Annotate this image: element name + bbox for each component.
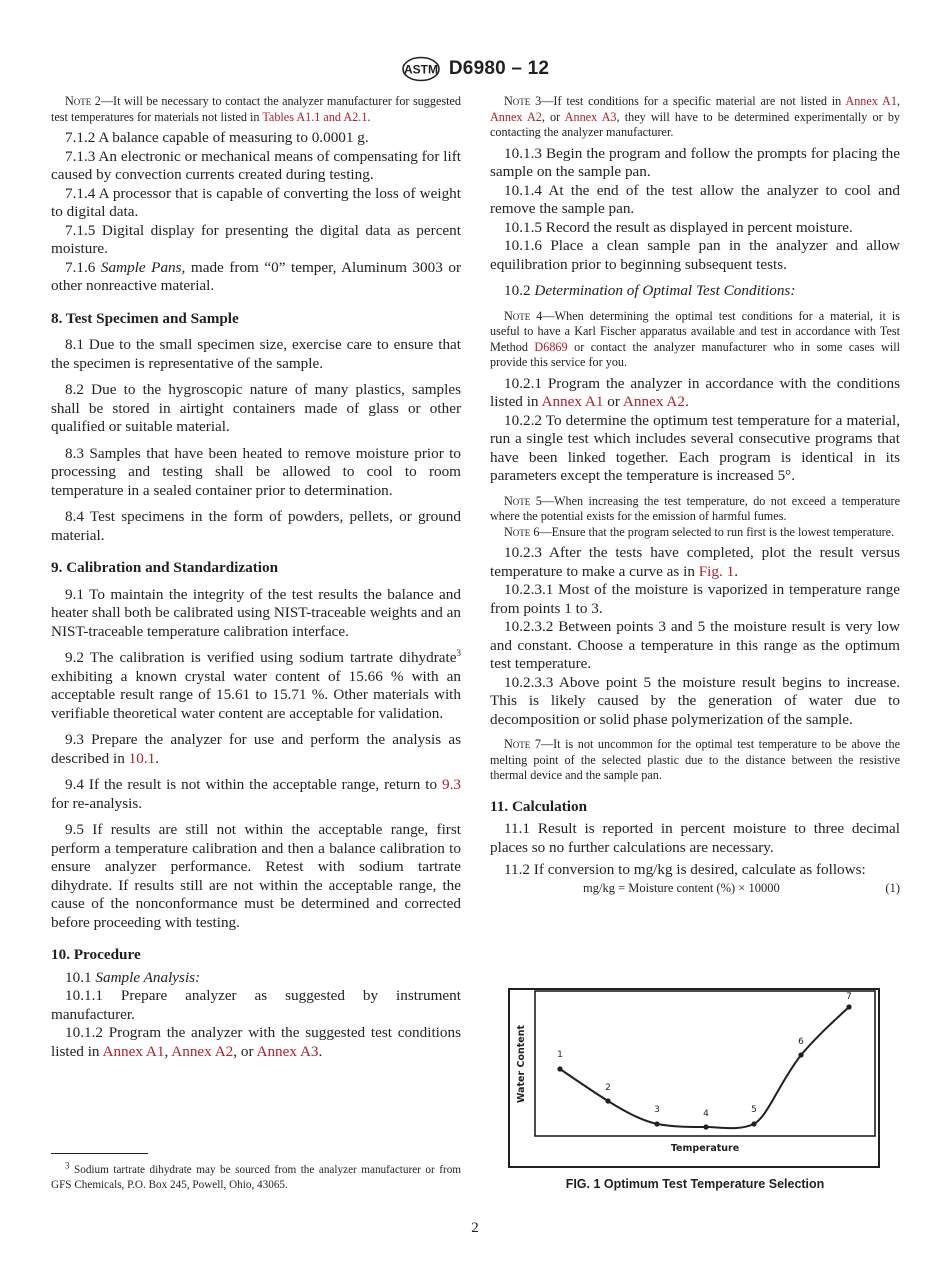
- para-8-1: 8.1 Due to the small specimen size, exercise care to ensure that the specimen is representative of the sample.: [51, 336, 461, 372]
- section-9-3-link[interactable]: 9.3: [442, 776, 461, 793]
- note-5: Note 5—When increasing the test temperature, do not exceed a temperature where the potential exists for the emission of harmful fumes.: [490, 493, 900, 523]
- annex-a2-link[interactable]: Annex A2: [171, 1042, 234, 1060]
- note-label: Note 2: [65, 94, 101, 108]
- figure-caption: FIG. 1 Optimum Test Temperature Selection: [565, 1177, 825, 1191]
- para-8-3: 8.3 Samples that have been heated to remove moisture prior to processing and testing shall be allowed to cool to room temperature in a sealed container prior to determination.: [51, 444, 461, 499]
- section-10-heading: 10. Procedure: [51, 946, 141, 963]
- svg-text:3: 3: [654, 1105, 660, 1115]
- figure-1: [508, 988, 880, 1168]
- fig-1-link[interactable]: Fig. 1: [698, 562, 735, 580]
- annex-a2-link[interactable]: Annex A2: [622, 393, 685, 410]
- note-3: Note 3—If test conditions for a specific material are not listed in Annex A1, Annex A2, or Annex A3, they will have to be determined experimentally or by contacting the analyzer manufacturer.: [490, 94, 901, 139]
- para-10-2-3: 10.2.3 After the tests have completed, plot the result versus temperature to make a curve as in Fig. 1.: [490, 544, 900, 580]
- page-number: 2: [471, 1220, 479, 1236]
- para-7-1-2: 7.1.2 A balance capable of measuring to 0.0001 g.: [65, 129, 369, 146]
- para-10-2-1: 10.2.1 Program the analyzer in accordance with the conditions listed in Annex A1 or Annex A2.: [490, 374, 900, 410]
- section-11-heading: 11. Calculation: [490, 797, 588, 815]
- svg-text:5: 5: [751, 1105, 757, 1115]
- y-axis-label: Water Content: [516, 1024, 527, 1104]
- annex-a2-link[interactable]: Annex A2: [490, 109, 542, 124]
- d6869-link[interactable]: D6869: [534, 339, 568, 354]
- para-9-3: 9.3 Prepare the analyzer for use and perform the analysis as described in 10.1.: [51, 731, 461, 767]
- para-10-1-3: 10.1.3 Begin the program and follow the prompts for placing the sample on the sample pan.: [490, 144, 900, 180]
- svg-text:4: 4: [703, 1109, 709, 1119]
- footnote-divider: [51, 1153, 148, 1154]
- annex-a3-link[interactable]: Annex A3: [564, 109, 617, 124]
- annex-a3-link[interactable]: Annex A3: [256, 1042, 319, 1060]
- x-axis-label: Temperature: [670, 1143, 740, 1154]
- para-10-2-2: 10.2.2 To determine the optimum test temperature for a material, run a single test which includes several consecutive programs that have been linked together. Each program is identical in its parameters except the temperature is increased 5°.: [490, 411, 900, 484]
- para-11-2: 11.2 If conversion to mg/kg is desired, calculate as follows:: [504, 861, 866, 878]
- footnote-3: $^3$ Sodium tartrate dihydrate may be sourced from the analyzer manufacturer or from GFS Chemicals, P.O. Box 245, Powell, Ohio, 43065.: [51, 1160, 461, 1191]
- para-9-2: 9.2 The calibration is verified using sodium tartrate dihydrate$^3$ exhibiting a known crystal water content of 15.66 % with an acceptable result range of 15.61 to 15.71 %. Other materials with verifiable theoretical water content are acceptable for validation.: [51, 647, 461, 722]
- section-10-1-link[interactable]: 10.1: [128, 749, 156, 767]
- para-10-1-4: 10.1.4 At the end of the test allow the analyzer to cool and remove the sample pan.: [490, 181, 900, 217]
- para-10-2: 10.2 Determination of Optimal Test Conditions:: [504, 282, 796, 299]
- annex-a1-link[interactable]: Annex A1: [845, 94, 897, 108]
- para-10-2-3-1: 10.2.3.1 Most of the moisture is vaporized in temperature range from points 1 to 3.: [490, 581, 900, 617]
- equation-1: [490, 880, 900, 898]
- para-9-5: 9.5 If results are still not within the acceptable range, first perform a temperature calibration and then a balance calibration to ensure analyzer performance. Retest with sodium tartrate dihydrate. If results still are not within the acceptable range, the cause of the nonconformance must be determined and corrected before proceeding with testing.: [51, 821, 461, 931]
- note-7: Note 7—It is not uncommon for the optimal test temperature to be above the melting point of the selected plastic due to the distance between the resistive thermal device and the sample pan.: [490, 737, 900, 782]
- note-6: Note 6—Ensure that the program selected to run first is the lowest temperature.: [504, 524, 895, 539]
- para-10-1-2: 10.1.2 Program the analyzer with the suggested test conditions listed in Annex A1, Annex A2, or Annex A3.: [51, 1024, 461, 1060]
- para-7-1-6: 7.1.6 Sample Pans, made from “0” temper, Aluminum 3003 or other nonreactive material.: [51, 258, 462, 294]
- svg-text:1: 1: [557, 1050, 563, 1060]
- para-8-2: 8.2 Due to the hygroscopic nature of many plastics, samples shall be stored in airtight containers made of glass or other qualified or suitable material.: [51, 381, 461, 435]
- svg-text:ASTM: ASTM: [403, 62, 438, 77]
- annex-a1-link[interactable]: Annex A1: [541, 393, 604, 410]
- para-10-2-3-3: 10.2.3.3 Above point 5 the moisture result begins to increase. This is likely caused by the generation of water due to decomposition or solid phase polymerization of the sample.: [490, 673, 900, 728]
- equation-body: mg/kg = Moisture content (%) × 10000: [583, 880, 780, 895]
- left-column: [51, 94, 461, 1061]
- para-10-1-6: 10.1.6 Place a clean sample pan in the analyzer and allow equilibration prior to beginning subsequent tests.: [490, 237, 900, 273]
- para-10-1: 10.1 Sample Analysis:: [65, 968, 201, 986]
- section-9-heading: 9. Calibration and Standardization: [51, 559, 279, 576]
- standard-designation: D6980 – 12: [448, 58, 550, 79]
- right-column: [490, 94, 900, 898]
- tables-link[interactable]: Tables A1.1 and A2.1: [262, 109, 368, 124]
- para-9-1: 9.1 To maintain the integrity of the test results the balance and heater shall both be calibrated using NIST-traceable weights and an NIST-traceable temperature calibration interface.: [51, 585, 461, 640]
- equation-number: (1): [885, 880, 900, 895]
- note-2: Note 2—It will be necessary to contact the analyzer manufacturer for suggested test temperatures for materials not listed in Tables A1.1 and A2.1.: [51, 94, 462, 124]
- para-10-1-1: 10.1.1 Prepare analyzer as suggested by instrument manufacturer.: [51, 987, 461, 1023]
- para-8-4: 8.4 Test specimens in the form of powders, pellets, or ground material.: [51, 508, 461, 544]
- svg-text:2: 2: [605, 1083, 611, 1093]
- para-10-2-3-2: 10.2.3.2 Between points 3 and 5 the moisture result is very low and constant. Choose a temperature in this range as the optimum test temperature.: [490, 618, 900, 672]
- page-header: [0, 56, 950, 82]
- water-content-chart: [510, 990, 878, 1166]
- section-8-heading: 8. Test Specimen and Sample: [51, 309, 239, 327]
- para-7-1-3: 7.1.3 An electronic or mechanical means of compensating for lift caused by convection currents created during testing.: [51, 147, 461, 183]
- astm-logo-icon: [401, 56, 441, 82]
- para-7-1-4: 7.1.4 A processor that is capable of converting the loss of weight to digital data.: [51, 184, 461, 220]
- note-4: Note 4—When determining the optimal test conditions for a material, it is useful to have a Karl Fischer apparatus available and test in accordance with Test Method D6869 or contact the analyzer manufacturer who in some cases will provide this service for you.: [490, 308, 901, 369]
- point-labels: [557, 992, 852, 1119]
- para-9-4: 9.4 If the result is not within the acceptable range, return to 9.3 for re-analysis.: [51, 776, 461, 812]
- para-7-1-5: 7.1.5 Digital display for presenting the digital data as percent moisture.: [51, 221, 461, 257]
- svg-text:7: 7: [846, 992, 852, 1002]
- svg-text:6: 6: [798, 1037, 804, 1047]
- footnote-ref[interactable]: 3: [456, 647, 461, 658]
- annex-a1-link[interactable]: Annex A1: [102, 1042, 165, 1060]
- para-11-1: 11.1 Result is reported in percent moisture to three decimal places so no further calculations are necessary.: [490, 820, 900, 856]
- para-10-1-5: 10.1.5 Record the result as displayed in percent moisture.: [504, 218, 853, 236]
